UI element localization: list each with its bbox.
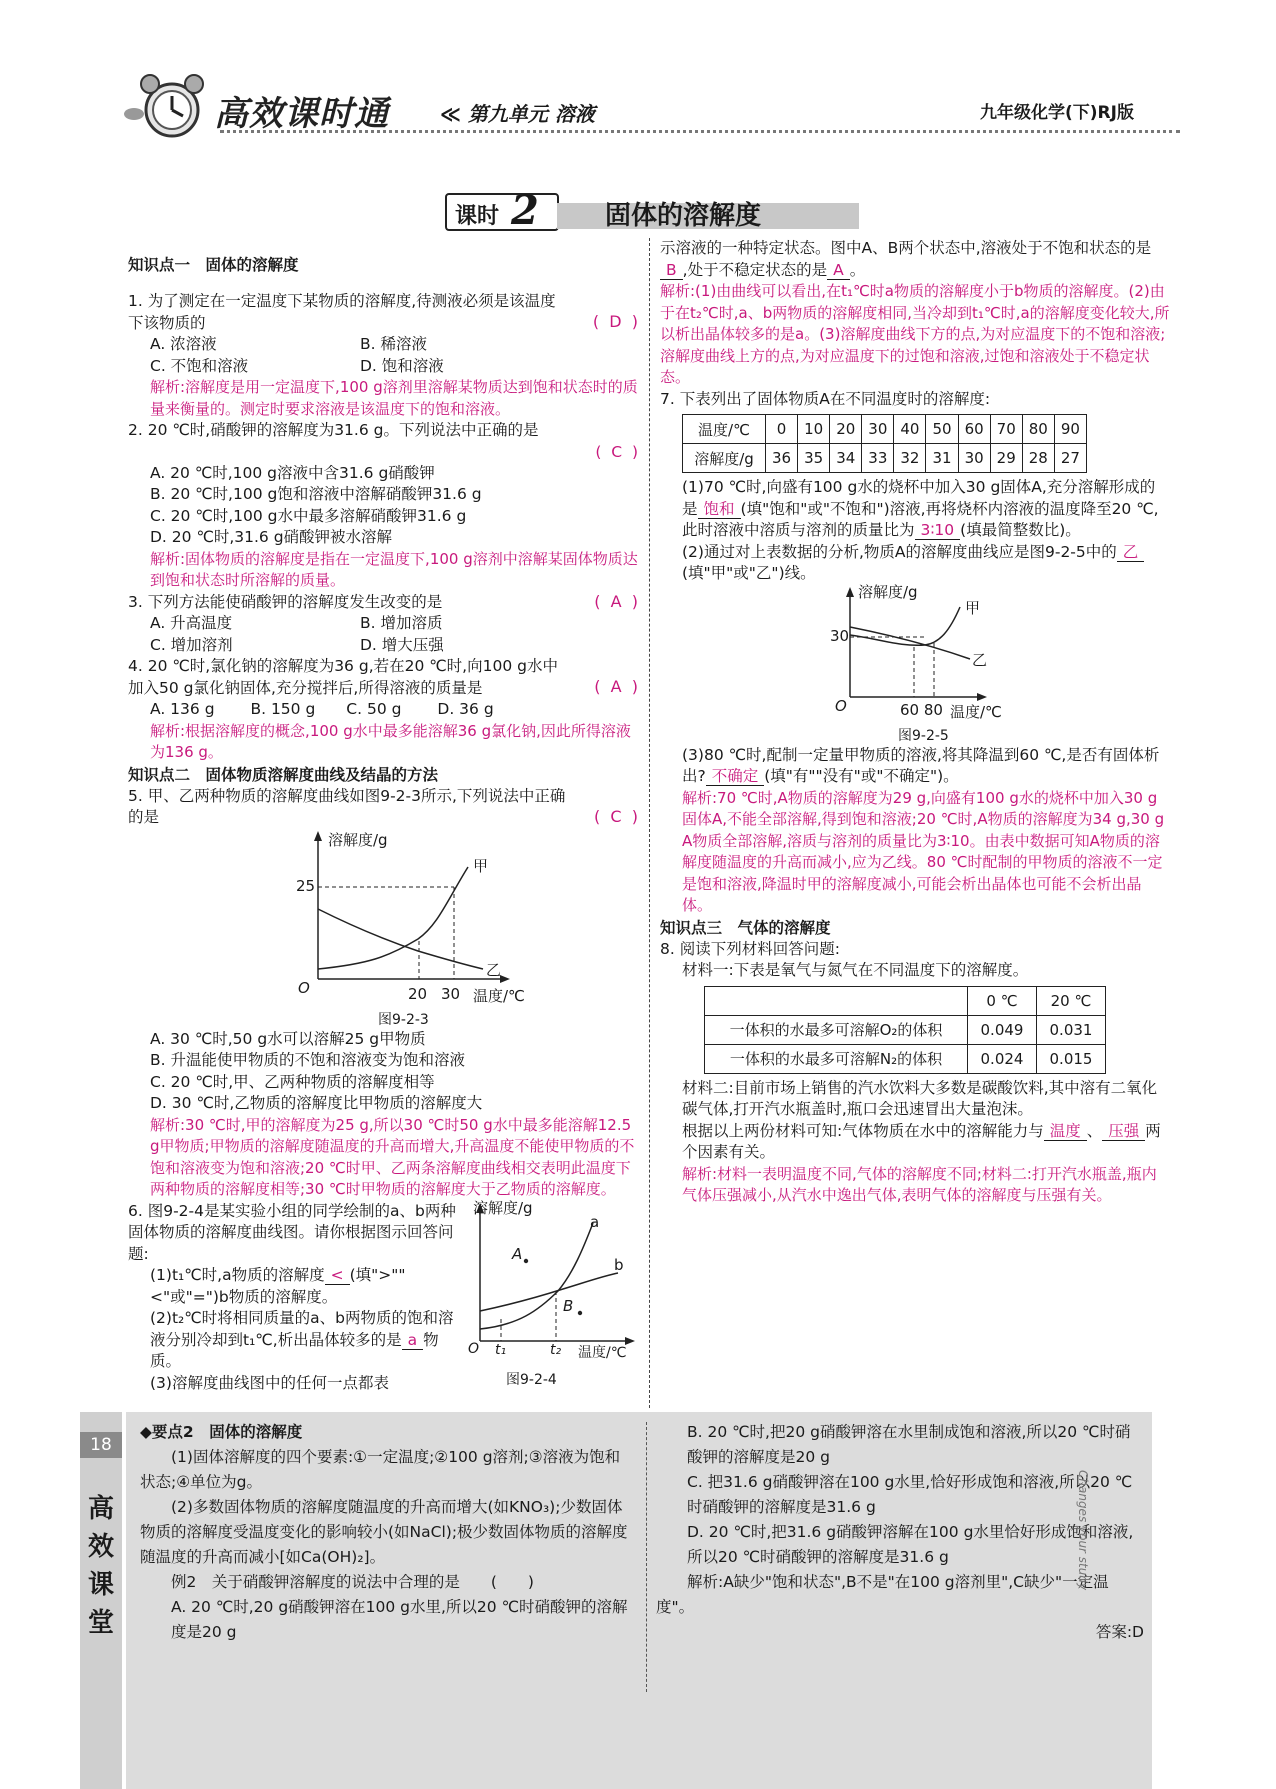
q8-material-2: 材料二:目前市场上销售的汽水饮料大多数是碳酸饮料,其中溶有二氧化碳气体,打开汽水瓶盖时,瓶口会迅速冒出大量泡沫。 — [682, 1078, 1158, 1118]
table-row: 温度/℃ 0 10 20 30 40 50 60 70 80 90 — [683, 415, 1087, 444]
q2-analysis: 解析:固体物质的溶解度是指在一定温度下,100 g溶剂中溶解某固体物质达到饱和状态时所溶解的质量。 — [150, 549, 638, 589]
q7-analysis: 解析:70 ℃时,A物质的溶解度为29 g,向盛有100 g水的烧杯中加入30 g固体A,不能全部溶解,得到饱和溶液;20 ℃时,A物质的溶解度为34 g,30 g A物质全部溶解,溶质与溶剂的质量比为3∶10。由表中数据可知A物质的溶解度随温度的升高而减小,应为乙线。80 ℃时配制的甲物质的溶液不一定是饱和溶液,降温时甲的溶解度减小,可能会析出晶体也可能不会析出晶体。 — [682, 788, 1165, 914]
q7-part3-answer: 不确定 — [706, 767, 765, 786]
fig2-caption: 图9-2-4 — [506, 1371, 557, 1388]
grade-label: 九年级化学(下)RJ版 — [980, 103, 1134, 123]
q1-option-b: B. 稀溶液 — [360, 335, 427, 353]
q8-answer-2: 压强 — [1102, 1122, 1145, 1141]
brand-logo-text: 高效课时通 — [214, 94, 389, 134]
q7-part3: (3)80 ℃时,配制一定量甲物质的溶液,将其降温到60 ℃,是否有固体析出? 不确定 (填"有""没有"或"不确定")。 — [682, 745, 1160, 785]
key-point-divider — [646, 1422, 647, 1692]
fig2-point-B: B — [563, 1296, 574, 1315]
q6-part3-cont: 示溶液的一种特定状态。图中A、B两个状态中,溶液处于不饱和状态的是B ,处于不稳定状态的是 A 。 — [660, 239, 1152, 279]
fig1-origin: O — [298, 978, 310, 997]
q5-stem: 5. 甲、乙两种物质的溶解度曲线如图9-2-3所示,下列说法中正确的是 — [128, 786, 566, 826]
q6-part1: (1)t₁℃时,a物质的溶解度 < (填">""<"或"=")b物质的溶解度。 — [150, 1266, 406, 1306]
example-2-option-c: C. 把31.6 g硝酸钾溶在100 g水里,恰好形成饱和溶液,所以20 ℃时硝酸钾的溶解度是31.6 g — [687, 1473, 1133, 1516]
right-column — [660, 238, 1170, 1207]
q7-part2: (2)通过对上表数据的分析,物质A的溶解度曲线应是图9-2-5中的 乙(填"甲"或"乙")线。 — [660, 542, 1170, 585]
table-row: 溶解度/g 36 35 34 33 32 31 30 29 28 27 — [683, 444, 1087, 473]
table-row: 一体积的水最多可溶解N₂的体积 0.024 0.015 — [705, 1044, 1106, 1073]
q1-stem: 1. 为了测定在一定温度下某物质的溶解度,待测液必须是该温度下该物质的 — [128, 292, 556, 332]
q6-stem: 6. 图9-2-4是某实验小组的同学绘制的a、b两种固体物质的溶解度曲线图。请你根据图示回答问题: — [128, 1201, 456, 1263]
question-1 — [128, 291, 638, 420]
q4-options: A. 136 g B. 150 g C. 50 g D. 36 g — [150, 700, 494, 718]
question-3 — [128, 592, 638, 657]
q8-material-1: 材料一:下表是氧气与氮气在不同温度下的溶解度。 — [682, 961, 1029, 979]
question-2 — [128, 420, 638, 592]
q6-part1-answer: < — [325, 1266, 350, 1285]
q3-option-d: D. 增大压强 — [360, 635, 444, 654]
fig3-jia: 甲 — [965, 598, 981, 617]
kp2-heading: 知识点二 固体物质溶解度曲线及结晶的方法 — [128, 765, 439, 784]
q7-solubility-table — [682, 414, 1087, 473]
q7-stem: 7. 下表列出了固体物质A在不同温度时的溶解度: — [660, 389, 991, 408]
table-row: 一体积的水最多可溶解O₂的体积 0.049 0.031 — [705, 1015, 1106, 1044]
q5-option-a: A. 30 ℃时,50 g水可以溶解25 g甲物质 — [150, 1029, 426, 1048]
q5-answer: ( C ) — [593, 806, 638, 826]
q5-option-b: B. 升温能使甲物质的不饱和溶液变为饱和溶液 — [150, 1051, 465, 1069]
q8-conclusion: 根据以上两份材料可知:气体物质在水中的溶解能力与 温度 、 压强 两个因素有关。 — [682, 1121, 1161, 1161]
unit-title: ≪ 第九单元 溶液 — [440, 102, 595, 126]
fig3-xlabel: 温度/℃ — [950, 702, 1002, 721]
example-2-stem: 例2 关于硝酸钾溶解度的说法中合理的是 ( ) — [171, 1573, 534, 1591]
lesson-title-text: 固体的溶解度 — [605, 201, 762, 231]
q8-analysis: 解析:材料一表明温度不同,气体的溶解度不同;材料二:打开汽水瓶盖,瓶内气体压强减小,从汽水中逸出气体,表明气体的溶解度与压强有关。 — [682, 1164, 1157, 1204]
example-2-option-b: B. 20 ℃时,把20 g硝酸钾溶在水里制成饱和溶液,所以20 ℃时硝酸钾的溶解度是20 g — [687, 1423, 1131, 1466]
q5-analysis: 解析:30 ℃时,甲的溶解度为25 g,所以30 ℃时50 g水中最多能溶解12.5 g甲物质;甲物质的溶解度随温度的升高而增大,升高温度不能使甲物质的不饱和溶液变为饱和溶液;20 ℃时甲、乙两条溶解度曲线相交表明此温度下两种物质的溶解度相等;30 ℃时甲物质的溶解度大于乙物质的溶解度。 — [150, 1115, 635, 1198]
lesson-title — [445, 187, 865, 234]
fig3-origin: O — [835, 696, 847, 715]
kp3-heading: 知识点三 气体的溶解度 — [660, 918, 831, 937]
q4-analysis: 解析:根据溶解度的概念,100 g水中最多能溶解36 g氯化钠,因此所得溶液为136 g。 — [150, 721, 631, 761]
question-4 — [128, 656, 638, 764]
question-5 — [128, 786, 638, 1201]
fig1-jia: 甲 — [473, 856, 489, 875]
fig1-y25: 25 — [296, 876, 316, 895]
question-6 — [128, 1198, 638, 1392]
q7-part1-answer-1: 饱和 — [698, 500, 741, 519]
q6-analysis: 解析:(1)由曲线可以看出,在t₁℃时a物质的溶解度小于b物质的溶解度。(2)由于在t₂℃时,a、b两物质的溶解度相同,当冷却到t₁℃时,a的溶解度变化较大,所以析出晶体较多的是a。(3)溶解度曲线下方的点,为对应温度下的不饱和溶液;溶解度曲线上方的点,为对应温度下的过饱和溶液,过饱和溶液处于不稳定状态。 — [660, 282, 1170, 386]
side-tab — [80, 1412, 122, 1789]
q1-analysis: 解析:溶解度是用一定温度下,100 g溶剂里溶解某物质达到饱和状态时的质量来衡量的。测定时要求溶液是该温度下的饱和溶液。 — [150, 378, 638, 418]
fig2-ylabel: 溶解度/g — [473, 1198, 533, 1217]
fig2-origin: O — [468, 1340, 480, 1357]
q7-part2-answer: 乙 — [1117, 543, 1145, 562]
q3-option-c: C. 增加溶剂 — [150, 635, 233, 654]
fig2-label-b: b — [614, 1255, 624, 1274]
fig3-caption: 图9-2-5 — [898, 727, 949, 744]
figure-9-2-4 — [468, 1198, 638, 1391]
kp1-heading: 知识点一 固体的溶解度 — [128, 255, 299, 274]
page-header — [120, 70, 1180, 150]
q3-option-a: A. 升高温度 — [150, 614, 233, 632]
q6-part3-answer-2: A — [827, 261, 850, 280]
figure-9-2-3 — [128, 829, 638, 1029]
fig2-label-a: a — [590, 1212, 600, 1231]
q3-option-b: B. 增加溶质 — [360, 614, 443, 632]
q8-stem: 8. 阅读下列材料回答问题: — [660, 939, 840, 958]
key-point-p2: (2)多数固体物质的溶解度随温度的升高而增大(如KNO₃);少数固体物质的溶解度受温度变化的影响较小(如NaCl);极少数固体物质的溶解度随温度的升高而减小[如Ca(OH)₂]。 — [140, 1498, 628, 1566]
q2-option-a: A. 20 ℃时,100 g溶液中含31.6 g硝酸钾 — [150, 463, 435, 482]
fig2-t1: t₁ — [495, 1341, 507, 1358]
lesson-badge: 课时 2 — [445, 193, 559, 231]
key-point-right — [656, 1420, 1144, 1645]
q6-part3-answer-1: B — [660, 261, 683, 280]
fig1-yi: 乙 — [486, 960, 502, 979]
fig3-yi: 乙 — [972, 650, 988, 669]
key-point-box — [126, 1412, 1152, 1789]
q2-stem: 2. 20 ℃时,硝酸钾的溶解度为31.6 g。下列说法中正确的是 — [128, 421, 539, 439]
example-2-option-a: A. 20 ℃时,20 g硝酸钾溶在100 g水里,所以20 ℃时硝酸钾的溶解度是20 g — [171, 1598, 628, 1641]
fig1-x30: 30 — [441, 984, 461, 1003]
q4-answer: ( A ) — [594, 677, 638, 696]
left-column — [128, 238, 638, 1391]
page-number: 18 — [80, 1432, 122, 1458]
fig1-caption: 图9-2-3 — [378, 1011, 429, 1028]
q5-option-c: C. 20 ℃时,甲、乙两种物质的溶解度相等 — [150, 1072, 435, 1091]
q2-option-c: C. 20 ℃时,100 g水中最多溶解硝酸钾31.6 g — [150, 506, 467, 525]
fig2-xlabel: 温度/℃ — [578, 1344, 627, 1361]
key-point-left — [140, 1420, 632, 1645]
q6-part2-answer: a — [402, 1331, 424, 1350]
example-2-analysis: 解析:A缺少"饱和状态",B不是"在100 g溶剂里",C缺少"一定温度"。 — [656, 1573, 1109, 1616]
figure-9-2-5 — [660, 582, 1170, 745]
fig2-point-A: A — [512, 1244, 523, 1263]
vertical-slogan: Changes your study — [1076, 1470, 1090, 1591]
example-2-option-d: D. 20 ℃时,把31.6 g硝酸钾溶解在100 g水里恰好形成饱和溶液,所以20 ℃时硝酸钾的溶解度是31.6 g — [687, 1523, 1134, 1566]
side-label: 高 效 课 堂 — [87, 1494, 114, 1638]
fig3-y30: 30 — [830, 626, 850, 645]
q2-answer: ( C ) — [595, 442, 638, 461]
q2-option-d: D. 20 ℃时,31.6 g硝酸钾被水溶解 — [150, 528, 393, 546]
q1-option-a: A. 浓溶液 — [150, 335, 217, 353]
q6-part2: (2)t₂℃时将相同质量的a、b两物质的饱和溶液分别冷却到t₁℃,析出晶体较多的是 a 物质。 — [150, 1309, 454, 1370]
key-point-p1: (1)固体溶解度的四个要素:①一定温度;②100 g溶剂;③溶液为饱和状态;④单位为g。 — [140, 1448, 621, 1491]
q3-stem: 3. 下列方法能使硝酸钾的溶解度发生改变的是 — [128, 592, 443, 611]
fig1-x20: 20 — [408, 984, 428, 1003]
header-dotted-rule — [220, 130, 1180, 133]
table-row: 0 ℃ 20 ℃ — [705, 986, 1106, 1015]
q5-option-d: D. 30 ℃时,乙物质的溶解度比甲物质的溶解度大 — [150, 1094, 483, 1112]
q8-answer-1: 温度 — [1044, 1122, 1087, 1141]
q1-answer: ( D ) — [592, 312, 638, 331]
q1-option-d: D. 饱和溶液 — [360, 356, 444, 375]
column-divider — [649, 238, 650, 1408]
fig2-t2: t₂ — [550, 1341, 562, 1358]
q1-option-c: C. 不饱和溶液 — [150, 356, 249, 375]
q7-part1: (1)70 ℃时,向盛有100 g水的烧杯中加入30 g固体A,充分溶解形成的是 饱和 (填"饱和"或"不饱和")溶液,再将烧杯内溶液的温度降至20 ℃,此时溶液中溶质与溶剂的质量比为 3∶10 (填最简整数比)。 — [682, 478, 1159, 539]
q8-gas-table — [704, 986, 1106, 1074]
q3-answer: ( A ) — [594, 591, 638, 611]
example-2-answer: 答案:D — [1095, 1623, 1144, 1641]
fig3-x-ticks: 60 80 — [900, 700, 943, 719]
q4-stem: 4. 20 ℃时,氯化钠的溶解度为36 g,若在20 ℃时,向100 g水中加入50 g氯化钠固体,充分搅拌后,所得溶液的质量是 — [128, 657, 558, 697]
fig1-xlabel: 温度/℃ — [473, 986, 525, 1005]
q7-part1-answer-2: 3∶10 — [915, 521, 961, 540]
q2-option-b: B. 20 ℃时,100 g饱和溶液中溶解硝酸钾31.6 g — [150, 485, 482, 503]
fig3-ylabel: 溶解度/g — [858, 582, 918, 601]
fig1-ylabel: 溶解度/g — [328, 830, 388, 849]
key-point-title: ◆要点2 固体的溶解度 — [140, 1423, 303, 1441]
q6-part3: (3)溶解度曲线图中的任何一点都表 — [150, 1373, 389, 1392]
